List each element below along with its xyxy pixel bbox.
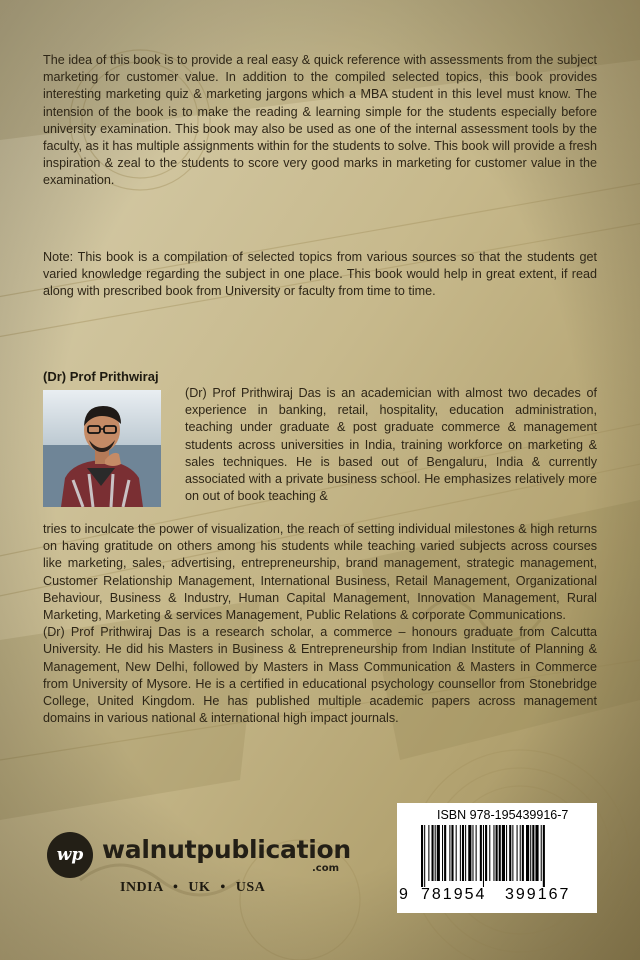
publisher-logo <box>47 830 351 880</box>
barcode-digits-right: 399167 <box>505 886 571 903</box>
barcode-bar <box>435 825 436 881</box>
barcode-bar <box>444 825 446 881</box>
barcode-bar <box>485 825 487 881</box>
barcode-bar <box>520 825 521 881</box>
barcode-bar <box>509 825 511 881</box>
author-bio-continued <box>43 521 597 727</box>
region-india: INDIA <box>120 880 163 895</box>
barcode-bar <box>460 825 461 881</box>
barcode-bar <box>462 825 464 881</box>
book-description-paragraph: The idea of this book is to provide a real easy & quick reference with assessments from the subject marketing for customer value. In addition to the compiled selected topics, this book provides interesting marketing quiz & marketing jargons which a MBA student in this level must know. The intension of the book is to make the reading & learning simple for the students especially before university examination. This book may also be used as one of the internal assessment tools by the faculty, as it has multiple assignments within for the students to solve. This book will provide a fresh inspiration & zeal to the students to score very good marks in marketing for customer value in the examination. <box>43 53 597 188</box>
barcode-bar <box>449 825 450 881</box>
barcode-bar <box>517 825 518 881</box>
isbn-barcode <box>397 803 597 913</box>
barcode-bar <box>532 825 534 881</box>
author-bio-education: (Dr) Prof Prithwiraj Das is a research scholar, a commerce – honours graduate from Calcutta University. He did his Masters in Business & Entrepreneurship from Indian Institute of Planning & Management, New Delhi, followed by Masters in Mass Communication & Masters in Commerce from University of Mysore. He is a certified in educational psychology counsellor from Stonebridge College, United Kingdom. He has published multiple academic papers across management domains in various national & international high impact journals. <box>43 625 597 726</box>
barcode-bar <box>472 825 473 881</box>
isbn-label: ISBN 978-195439916-7 <box>437 808 569 822</box>
barcode-bar <box>499 825 501 881</box>
barcode-bar <box>493 825 494 881</box>
author-bio-intro: (Dr) Prof Prithwiraj Das is an academician with almost two decades of experience in banking, retail, hospitality, education administration, teaching under graduate & post graduate commerce & management students across universities in India, training workforce on marketing & sales techniques. He is based out of Bengaluru, India & currently associated with a private business school. He emphasizes relatively more on out of book teaching & <box>185 386 597 504</box>
barcode-bar <box>476 825 477 881</box>
barcode-bar <box>489 825 490 881</box>
barcode-bar <box>541 825 542 881</box>
barcode-bar <box>483 825 484 887</box>
publisher-logo-icon: wp <box>47 832 93 878</box>
barcode-bar <box>530 825 531 881</box>
region-usa: USA <box>235 880 266 895</box>
barcode-bar <box>522 825 524 881</box>
author-bio-subjects: tries to inculcate the power of visualization, the reach of setting individual milestones & high returns on having gratitude on others among his students while teaching varied subjects across courses like marketing, sales, advertising, entrepreneurship, brand management, strategic management, Customer Relationship Management, International Business, Retail Management, Organizational Behaviour, Business & Industry, Human Capital Management, Innovation Management, Rural Marketing, Marketing & services Management, Public Relations & corporate Communications. <box>43 522 597 623</box>
barcode-bar <box>428 825 429 881</box>
region-separator: • <box>172 880 179 895</box>
barcode-bar <box>526 825 529 881</box>
barcode-bar <box>456 825 457 881</box>
barcode-bar <box>543 825 545 887</box>
publisher-regions <box>120 880 265 896</box>
author-heading: (Dr) Prof Prithwiraj <box>43 369 159 384</box>
barcode-bar <box>480 825 482 881</box>
barcode-digits-left: 781954 <box>421 886 487 903</box>
barcode-bar <box>437 825 440 881</box>
barcode-bar <box>424 825 425 887</box>
barcode-bar <box>506 825 507 881</box>
publisher-name: walnutpublication <box>102 835 351 864</box>
barcode-bars <box>407 825 587 887</box>
barcode-bar <box>465 825 466 881</box>
compilation-note-paragraph: Note: This book is a compilation of selected topics from various sources so that the students get varied knowledge regarding the subject in one place. This book would help in great extent, if read along with prescribed book from University or faculty from time to time. <box>43 250 597 299</box>
barcode-bar <box>432 825 434 881</box>
author-photo <box>43 390 161 507</box>
barcode-bar <box>512 825 513 881</box>
barcode-bar <box>421 825 423 887</box>
barcode-bar <box>502 825 505 881</box>
barcode-bar <box>442 825 443 881</box>
barcode-bar <box>535 825 538 881</box>
publisher-domain: .com <box>312 863 340 874</box>
barcode-digit-first: 9 <box>399 886 408 903</box>
barcode-bar <box>496 825 498 881</box>
barcode-bar <box>451 825 453 881</box>
barcode-bar <box>468 825 471 881</box>
region-separator: • <box>220 880 226 895</box>
region-uk: UK <box>188 880 211 895</box>
